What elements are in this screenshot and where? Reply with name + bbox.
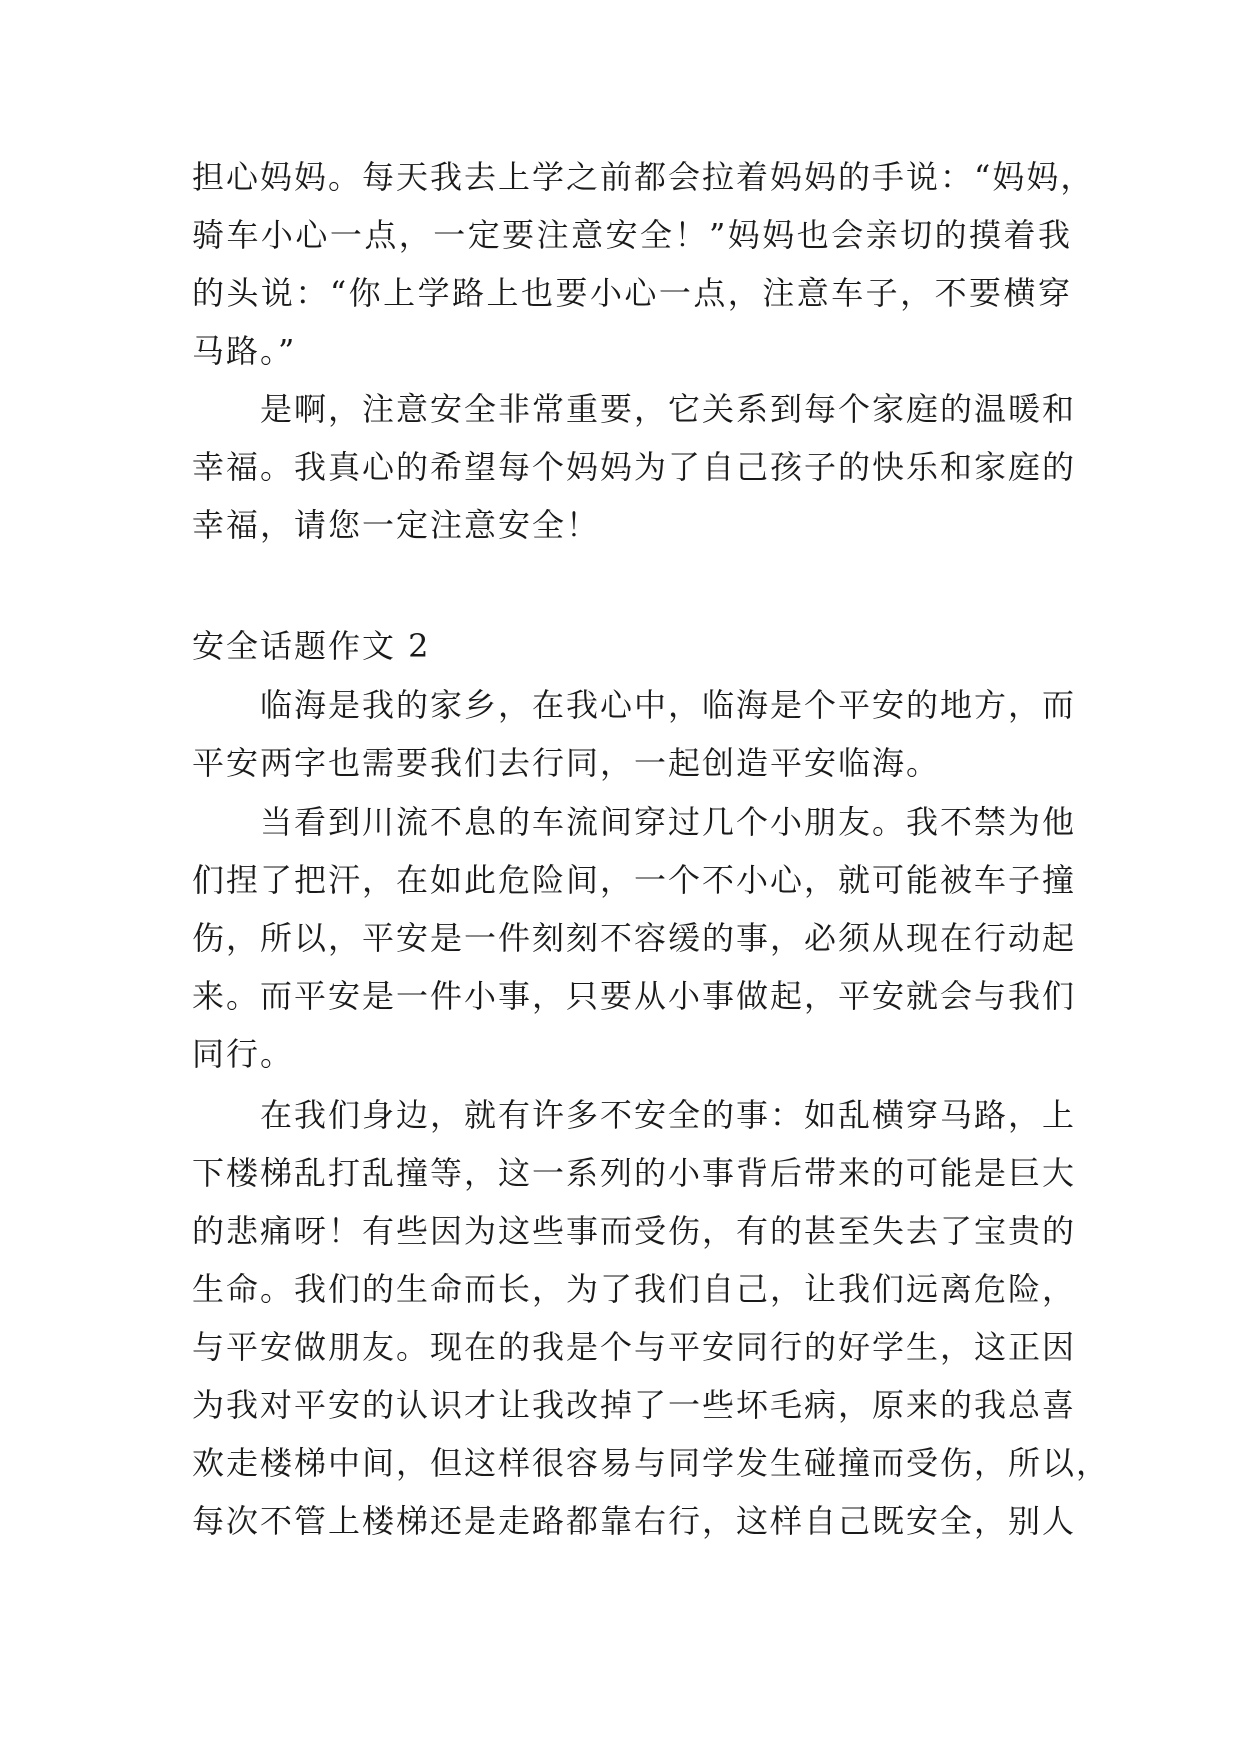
paragraph-1 (192, 148, 1095, 380)
paragraph-5-line-6: 为我对平安的认识才让我改掉了一些坏毛病，原来的我总喜 (192, 1386, 1077, 1424)
paragraph-4 (192, 793, 1077, 1083)
paragraph-1-line-4: 马路。” (192, 332, 297, 370)
section-title-block (192, 617, 1072, 675)
paragraph-1-line-2: 骑车小心一点，一定要注意安全！”妈妈也会亲切的摸着我 (192, 216, 1072, 254)
paragraph-2-line-3: 幸福，请您一定注意安全！ (192, 506, 601, 544)
paragraph-5-line-7: 欢走楼梯中间，但这样很容易与同学发生碰撞而受伤，所以， (192, 1444, 1111, 1482)
paragraph-5-line-3: 的悲痛呀！有些因为这些事而受伤，有的甚至失去了宝贵的 (192, 1212, 1077, 1250)
paragraph-4-line-3: 伤，所以，平安是一件刻刻不容缓的事，必须从现在行动起 (192, 919, 1077, 957)
paragraph-2-line-1: 是啊，注意安全非常重要，它关系到每个家庭的温暖和 (260, 390, 1077, 428)
paragraph-3-line-1: 临海是我的家乡，在我心中，临海是个平安的地方，而 (260, 686, 1077, 724)
paragraph-5-line-8: 每次不管上楼梯还是走路都靠右行，这样自己既安全，别人 (192, 1502, 1077, 1540)
paragraph-4-line-2: 们捏了把汗，在如此危险间，一个不小心，就可能被车子撞 (192, 861, 1077, 899)
paragraph-4-line-5: 同行。 (192, 1035, 295, 1073)
paragraph-5 (192, 1086, 1111, 1550)
paragraph-3 (192, 676, 1077, 792)
paragraph-5-line-4: 生命。我们的生命而长，为了我们自己，让我们远离危险， (192, 1270, 1077, 1308)
paragraph-5-line-2: 下楼梯乱打乱撞等，这一系列的小事背后带来的可能是巨大 (192, 1154, 1077, 1192)
paragraph-5-line-5: 与平安做朋友。现在的我是个与平安同行的好学生，这正因 (192, 1328, 1077, 1366)
paragraph-3-line-2: 平安两字也需要我们去行同，一起创造平安临海。 (192, 744, 941, 782)
paragraph-4-line-1: 当看到川流不息的车流间穿过几个小朋友。我不禁为他 (260, 803, 1077, 841)
paragraph-4-line-4: 来。而平安是一件小事，只要从小事做起，平安就会与我们 (192, 977, 1077, 1015)
paragraph-2 (192, 380, 1077, 554)
paragraph-1-line-3: 的头说：“你上学路上也要小心一点，注意车子，不要横穿 (192, 274, 1072, 312)
section-title: 安全话题作文 2 (192, 627, 431, 665)
paragraph-5-line-1: 在我们身边，就有许多不安全的事：如乱横穿马路，上 (260, 1096, 1077, 1134)
paragraph-1-line-1: 担心妈妈。每天我去上学之前都会拉着妈妈的手说：“妈妈， (192, 158, 1095, 196)
paragraph-2-line-2: 幸福。我真心的希望每个妈妈为了自己孩子的快乐和家庭的 (192, 448, 1077, 486)
